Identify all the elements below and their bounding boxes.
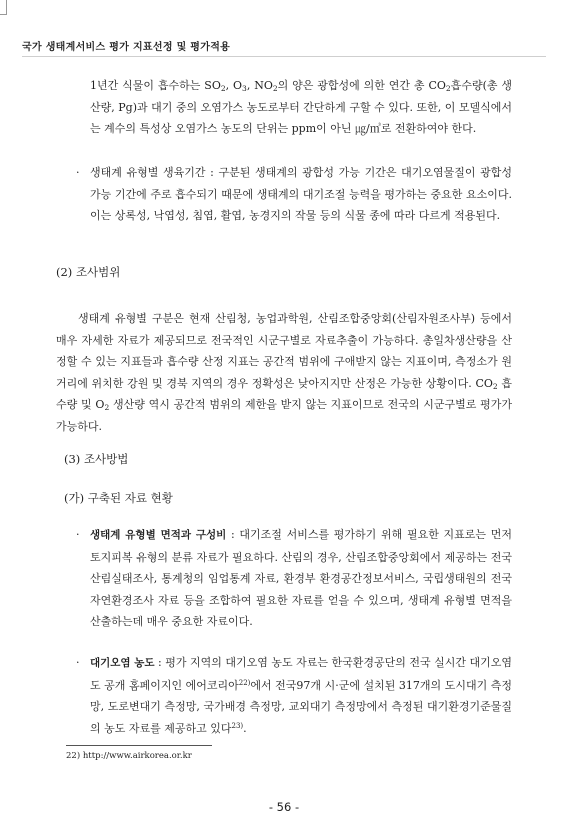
text-run: 생산량 역시 공간적 범위의 제한을 받지 않는 지표이므로 전국의 시군구별로 평가가 가능하다. — [56, 398, 513, 433]
bullet-dot: · — [76, 528, 80, 541]
running-header: 국가 생태계서비스 평가 지표선정 및 평가적용 — [22, 42, 231, 53]
bullet-keyword: 생태계 유형별 면적과 구성비 — [90, 529, 227, 541]
bullet-text: 생태계 유형별 생육기간 : 구분된 생태계의 광합성 가능 기간은 대기오염물질이 광합성 가능 기간에 주로 흡수되기 때문에 생태계의 대기조절 능력을 평가하는 중요한 요소이다. 이는 상록성, 낙엽성, 침엽, 활엽, 농경지의 작물 등의 식물 종에 따라 다르게 적용된다. — [90, 166, 512, 222]
text-run: 생태계 유형별 구분은 현재 산림청, 농업과학원, 산림조합중앙회(산림자원조사부) 등에서 매우 자세한 자료가 제공되므로 전국적인 시군구별로 자료추출이 가능하다. 총일차생산량을 산정할 수 있는 지표들과 흡수량 산정 지표는 공간적 범위에 구애받지 않는 지표이며, 측정소가 원거리에 위치한 강원 및 경북 지역의 경우 정확성은 낮아지지만 산정은 가능한 상황이다. CO — [56, 312, 512, 390]
paragraph-model-formula — [90, 75, 512, 140]
text-run: 1년간 식물이 흡수하는 SO — [90, 79, 221, 92]
footnote-ref: 22) — [238, 678, 251, 687]
subsection-heading-data: (가) 구축된 자료 현황 — [64, 491, 173, 505]
text-run: 흡 — [450, 79, 462, 92]
bullet-text: : 대기조절 서비스를 평가하기 위해 필요한 지표로는 먼저 토지피복 유형의 분류 자료가 필요하다. 산림의 경우, 산림조합중앙회에서 제공하는 전국산림실태조사, 통계청의 임업통계 자료, 환경부 환경공간정보서비스, 국립생태원의 전국자연환경조사 자료 등을 조합하여 필요한 자료를 얻을 수 있으며, 생태계 유형별 면적을 산출하는데 매우 중요한 자료이다. — [90, 528, 512, 628]
bullet-ecosystem-area — [76, 524, 512, 633]
footnote-ref: 23) — [231, 721, 244, 730]
bullet-air-pollution — [76, 652, 513, 739]
subscript: 2 — [272, 84, 278, 93]
bullet-dot: · — [76, 656, 80, 669]
text-run: 의 양은 광합성에 의한 연간 총 CO — [277, 79, 446, 92]
page-number: - 56 - — [268, 800, 300, 814]
footnote: 22) http://www.airkorea.or.kr — [66, 751, 192, 761]
bullet-keyword: 대기오염 농도 — [90, 657, 155, 669]
footnote-rule — [66, 745, 212, 746]
paragraph-scope — [56, 308, 512, 437]
header-rule — [22, 56, 546, 57]
subscript: 2 — [445, 84, 451, 93]
subscript: 2 — [104, 403, 110, 412]
text-run: 흡수량 및 O — [56, 376, 512, 411]
bullet-text: 에서 전국97개 시·군에 설치된 317개의 도시대기 측정망, 도로변대기 측정망, 국가배경 측정망, 교외대기 측정망에서 측정된 대기환경기준물질의 농도 자료를 제공하고 있다 — [90, 678, 512, 735]
bullet-growing-period — [76, 162, 512, 227]
bullet-text: . — [243, 721, 247, 735]
crop-mark — [0, 0, 7, 15]
bullet-text: : 평가 지역의 대기오염 농도 자료는 한국환경공단의 전국 실시간 대기오염도 공개 홈페이지인 에어코리아 — [90, 656, 513, 692]
section-heading-scope: (2) 조사범위 — [56, 265, 121, 279]
subscript: 2 — [220, 84, 226, 93]
section-heading-method: (3) 조사방법 — [64, 452, 129, 466]
text-run: 수량(총 생산량, Pg)과 대기 중의 오염가스 농도로부터 간단하게 구할 수 있다. 또한, 이 모델식에서는 계수의 특성상 오염가스 농도의 단위는 ppm이 아닌 ㎍/㎥로 전환하여야 한다. — [90, 79, 512, 135]
subscript: 3 — [242, 84, 247, 93]
subscript: 2 — [492, 381, 498, 391]
text-run: , NO — [246, 79, 273, 92]
text-run: , O — [225, 79, 243, 92]
bullet-dot: · — [76, 166, 80, 179]
